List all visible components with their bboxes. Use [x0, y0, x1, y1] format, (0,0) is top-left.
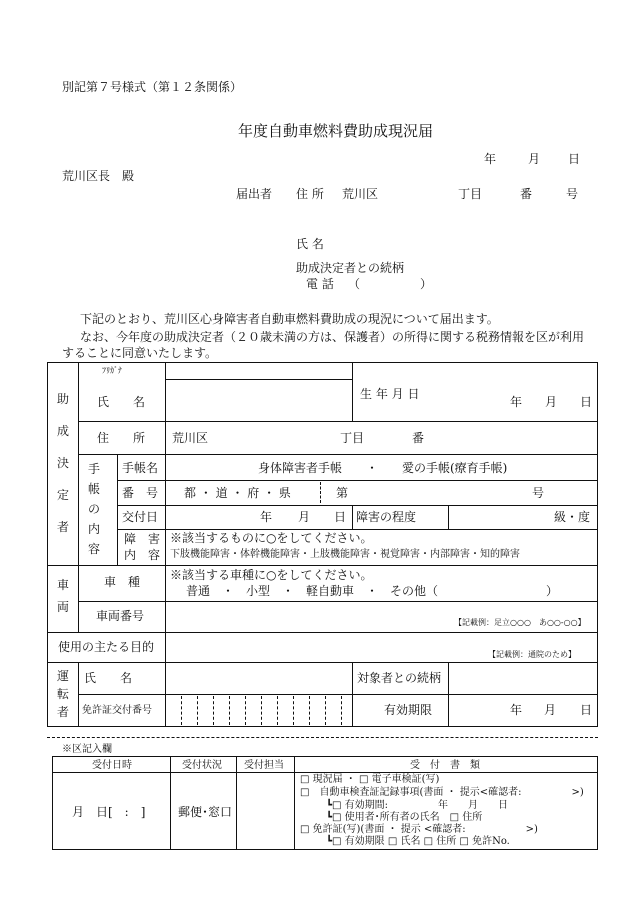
- applicant-ban: 番: [520, 187, 533, 201]
- body-line-2: なお、今年度の助成決定者（２０歳未満の方は、保護者）の所得に関する税務情報を区が利用: [80, 330, 585, 344]
- page-title: 年度自動車燃料費助成現況届: [238, 122, 434, 140]
- driver-section-char-1: 運: [57, 669, 70, 683]
- grantee-section-char-5: 者: [57, 520, 70, 534]
- grantee-section-char-3: 決: [57, 456, 70, 470]
- grantee-name-field[interactable]: [166, 380, 351, 420]
- expiry-label: 有効期限: [384, 703, 433, 717]
- date-day-label: 日: [568, 152, 581, 166]
- issue-month-label: 月: [298, 510, 311, 524]
- driver-name-field[interactable]: [166, 663, 351, 693]
- handbook-char-4: 内: [88, 522, 101, 536]
- received-status-value: 郵便･窓口: [178, 805, 233, 819]
- applicant-phone-paren: （ ）: [348, 277, 433, 291]
- expiry-day-label: 日: [580, 703, 593, 717]
- date-year-label: 年: [484, 152, 497, 166]
- received-date-value: 月 日[ : ]: [72, 805, 146, 819]
- driver-relation-label: 対象者との続柄: [357, 671, 442, 685]
- body-line-3: することに同意いたします。: [62, 346, 218, 360]
- vehicle-number-label: 車両番号: [96, 609, 145, 623]
- number-go: 号: [532, 486, 545, 500]
- handbook-char-3: の: [88, 502, 101, 516]
- handbook-char-5: 容: [88, 542, 101, 556]
- applicant-chome: 丁目: [458, 187, 483, 201]
- vehicle-type-options: 普通 ・ 小型 ・ 軽自動車 ・ その他（ ）: [186, 584, 559, 598]
- degree-unit: 級・度: [554, 510, 591, 524]
- driver-section-char-2: 転: [57, 687, 70, 701]
- applicant-address-label: 住 所: [296, 187, 324, 201]
- doc-line-1: □ 現況届 ・ □ 電子車検証(写): [300, 774, 440, 785]
- addressee: 荒川区長 殿: [62, 169, 135, 183]
- purpose-example: 【記載例：通院のため】: [488, 650, 576, 659]
- prefecture-options: 都 ・ 道 ・ 府 ・ 県: [184, 486, 291, 500]
- col-received-date: 受付日時: [92, 760, 132, 771]
- driver-name-label: 氏 名: [84, 671, 133, 685]
- license-number-label: 免許証交付番号: [82, 705, 152, 716]
- birth-year-label: 年: [510, 395, 523, 409]
- issue-date-label: 交付日: [122, 510, 159, 524]
- grantee-chome: 丁目: [340, 431, 365, 445]
- doc-line-3: ┗□ 有効期間: 年 月 日: [326, 800, 509, 811]
- doc-line-6: ┗□ 有効期限 □ 氏名 □ 住所 □ 免許No.: [326, 836, 510, 847]
- form-label: 別記第７号様式（第１２条関係）: [62, 80, 243, 94]
- furigana-label: ﾌﾘｶﾞﾅ: [102, 366, 122, 375]
- applicant-address-ward: 荒川区: [342, 187, 379, 201]
- grantee-address-ward: 荒川区: [172, 431, 209, 445]
- vehicle-type-note: ※該当する車種に○をしてください。: [170, 568, 373, 582]
- applicant-go: 号: [566, 187, 579, 201]
- doc-line-5: □ 免許証(写)(書面 ・ 提示 <確認者: >): [300, 824, 538, 835]
- vehicle-number-example: 【記載例：足立○○○ あ○○-○○】: [454, 618, 586, 627]
- col-received-staff: 受付担当: [244, 760, 284, 771]
- applicant-name-label: 氏 名: [296, 237, 324, 251]
- body-line-1: 下記のとおり、荒川区心身障害者自動車燃料費助成の現況について届出ます。: [80, 312, 499, 326]
- grantee-section-char-1: 助: [57, 392, 70, 406]
- disability-label-1: 障 害: [124, 532, 161, 546]
- number-dai: 第: [336, 486, 349, 500]
- vehicle-section-char-1: 車: [57, 578, 70, 592]
- col-received-docs: 受 付 書 類: [410, 760, 480, 771]
- expiry-month-label: 月: [544, 703, 557, 717]
- handbook-char-1: 手: [88, 462, 101, 476]
- grantee-name-label: 氏 名: [97, 395, 146, 409]
- birth-month-label: 月: [545, 395, 558, 409]
- expiry-year-label: 年: [510, 703, 523, 717]
- applicant-phone-label: 電 話: [306, 277, 334, 291]
- handbook-char-2: 帳: [88, 482, 101, 496]
- disability-note: ※該当するものに○をしてください。: [170, 531, 373, 545]
- date-month-label: 月: [528, 152, 541, 166]
- grantee-section-char-4: 定: [57, 488, 70, 502]
- handbook-types: 身体障害者手帳 ・ 愛の手帳(療育手帳): [258, 461, 508, 475]
- driver-section-char-3: 者: [57, 705, 70, 719]
- grantee-ban: 番: [412, 431, 425, 445]
- doc-line-2: □ 自動車検査証記録事項(書面 ・ 提示<確認者: >): [300, 787, 584, 798]
- col-received-status: 受付状況: [182, 760, 222, 771]
- ward-use-title: ※区記入欄: [62, 744, 112, 755]
- birth-day-label: 日: [580, 395, 593, 409]
- applicant-role: 届出者: [236, 187, 273, 201]
- disability-types: 下肢機能障害・体幹機能障害・上肢機能障害・視覚障害・内部障害・知的障害: [170, 549, 520, 560]
- issue-year-label: 年: [260, 510, 273, 524]
- cut-line: [47, 737, 598, 738]
- issue-day-label: 日: [334, 510, 347, 524]
- handbook-name-label: 手帳名: [122, 461, 159, 475]
- grantee-furigana-field[interactable]: [166, 363, 351, 378]
- applicant-relation-label: 助成決定者との続柄: [296, 261, 405, 275]
- birth-label: 生 年 月 日: [360, 387, 420, 401]
- degree-label: 障害の程度: [356, 510, 417, 524]
- disability-label-2: 内 容: [124, 548, 161, 562]
- vehicle-section-char-2: 両: [57, 600, 70, 614]
- doc-line-4: ┗□ 使用者･所有者の氏名 □ 住所: [326, 812, 483, 823]
- grantee-section-char-2: 成: [57, 424, 70, 438]
- purpose-label: 使用の主たる目的: [58, 640, 155, 654]
- vehicle-type-label: 車 種: [104, 575, 141, 589]
- grantee-address-label: 住 所: [97, 431, 146, 445]
- handbook-number-label: 番 号: [122, 486, 159, 500]
